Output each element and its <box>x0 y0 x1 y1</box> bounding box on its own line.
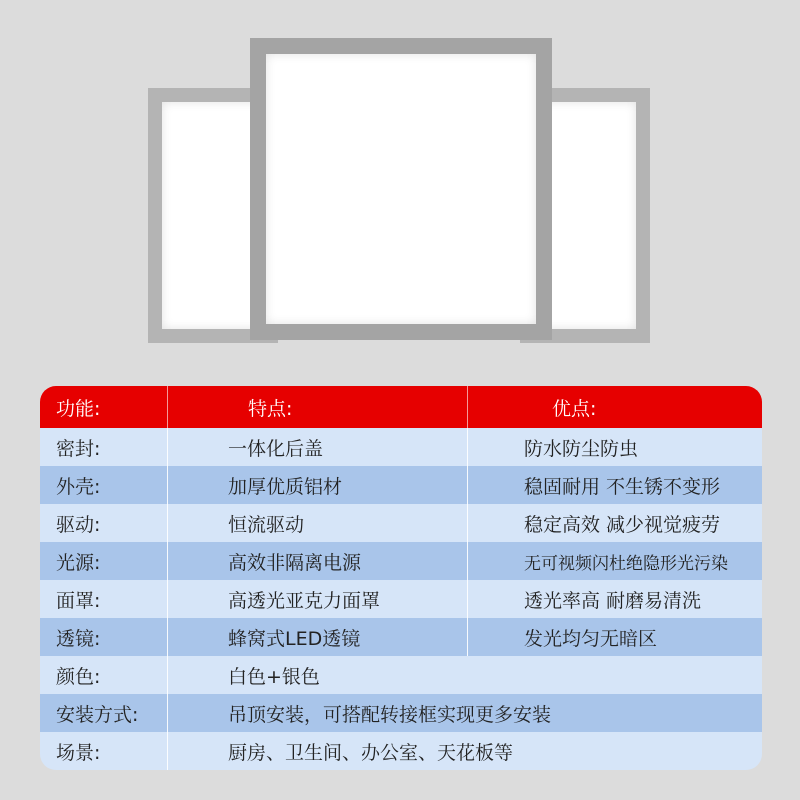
row-function: 密封: <box>40 428 168 466</box>
panel-light-center-icon <box>250 38 552 340</box>
header-features: 特点: <box>168 386 468 428</box>
row-feature: 厨房、卫生间、办公室、天花板等 <box>228 741 514 764</box>
spec-table <box>40 386 762 770</box>
table-row <box>40 618 762 656</box>
row-function: 驱动: <box>40 504 168 542</box>
row-feature: 一体化后盖 <box>168 428 468 466</box>
row-function: 安装方式: <box>40 694 168 732</box>
table-header <box>40 386 762 428</box>
header-function: 功能: <box>40 386 168 428</box>
row-advantage: 稳固耐用 不生锈不变形 <box>524 475 721 498</box>
table-row <box>40 656 762 694</box>
row-function: 光源: <box>40 542 168 580</box>
row-advantage: 防水防尘防虫 <box>524 437 639 460</box>
row-feature: 恒流驱动 <box>168 504 468 542</box>
row-feature: 高效非隔离电源 <box>168 542 468 580</box>
table-row <box>40 428 762 466</box>
row-function: 场景: <box>40 732 168 770</box>
row-feature: 白色+银色 <box>228 665 320 688</box>
row-function: 透镜: <box>40 618 168 656</box>
table-row <box>40 732 762 770</box>
row-function: 面罩: <box>40 580 168 618</box>
row-feature: 加厚优质铝材 <box>168 466 468 504</box>
row-advantage: 透光率高 耐磨易清洗 <box>524 589 702 612</box>
table-row <box>40 694 762 732</box>
row-function: 颜色: <box>40 656 168 694</box>
row-advantage: 稳定高效 减少视觉疲劳 <box>524 513 721 536</box>
row-advantage: 无可视频闪杜绝隐形光污染 <box>524 553 728 574</box>
row-function: 外壳: <box>40 466 168 504</box>
row-feature: 蜂窝式LED透镜 <box>168 618 468 656</box>
table-row <box>40 580 762 618</box>
row-feature: 吊顶安装，可搭配转接框实现更多安装 <box>228 703 552 726</box>
header-advantages: 优点: <box>552 397 597 420</box>
row-advantage: 发光均匀无暗区 <box>524 627 658 650</box>
row-feature: 高透光亚克力面罩 <box>168 580 468 618</box>
table-row <box>40 542 762 580</box>
table-row <box>40 504 762 542</box>
table-row <box>40 466 762 504</box>
